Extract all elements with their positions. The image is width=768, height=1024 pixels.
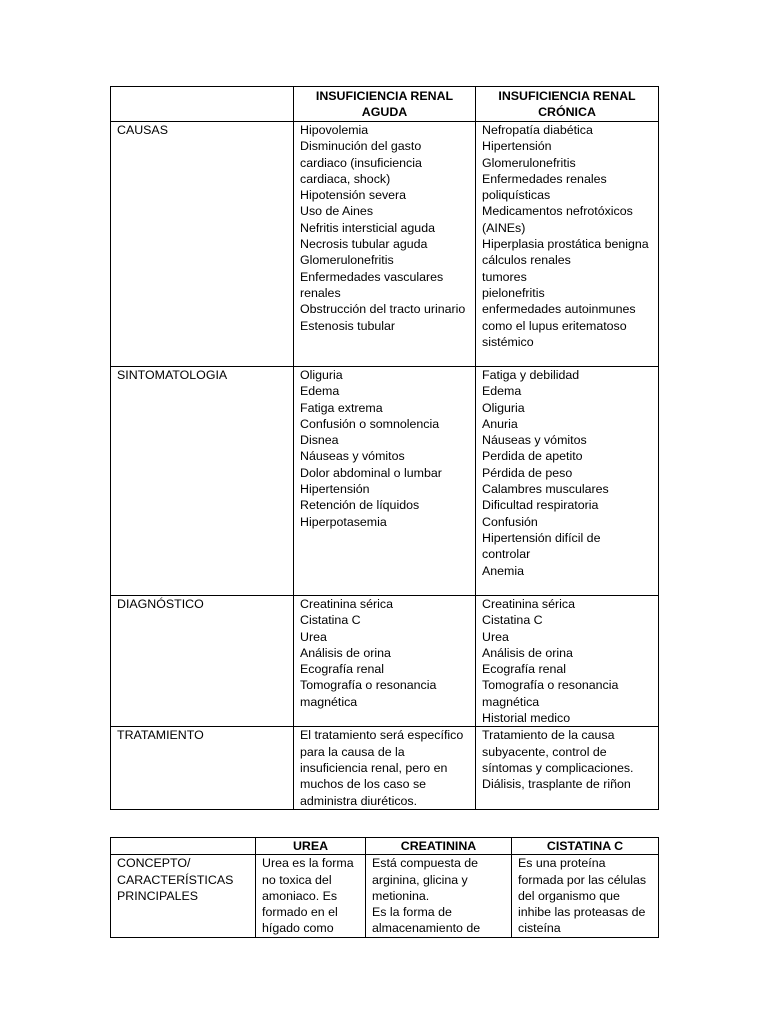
table-row-sintomatologia: [111, 367, 659, 596]
row-label-sintomatologia: SINTOMATOLOGIA: [111, 367, 294, 596]
list-item: Hipertensión difícil de controlar: [482, 530, 601, 562]
table-row-diagnostico: [111, 596, 659, 727]
header-cronica: INSUFICIENCIA RENAL CRÓNICA: [476, 87, 659, 122]
list-item: Tomografía o resonancia magnética: [482, 678, 619, 709]
diagnostico-aguda-cell: [294, 596, 476, 727]
diagnostico-cronica-cell: [476, 596, 659, 727]
list-item: Diálisis, trasplante de riñon: [482, 777, 631, 792]
list-item: Calambres musculares: [482, 482, 609, 497]
list-item: Hiperplasia prostática benigna: [482, 237, 649, 252]
table-row-causas: [111, 122, 659, 367]
list-item: Análisis de orina: [300, 645, 391, 660]
list-item: cálculos renales: [482, 253, 571, 268]
row-label-tratamiento: TRATAMIENTO: [111, 727, 294, 810]
list-item: Hipertensión: [482, 139, 552, 154]
row-label-concepto: CONCEPTO/ CARACTERÍSTICAS PRINCIPALES: [111, 855, 256, 938]
table-row-concepto: [111, 855, 659, 938]
list-item: Ecografía renal: [482, 662, 567, 677]
concepto-creatinina-cell: [366, 855, 512, 938]
concepto-urea-cell: Urea es la forma no toxica del amoniaco. Es formado en el hígado como: [256, 855, 366, 938]
list-item: Náuseas y vómitos: [482, 433, 587, 448]
list-item: Retención de líquidos: [300, 498, 420, 513]
list-item: Fatiga extrema: [300, 400, 383, 415]
list-item: Dificultad respiratoria: [482, 498, 599, 513]
list-item: Náuseas y vómitos: [300, 449, 405, 464]
list-item: Glomerulonefritis: [300, 253, 394, 268]
list-item: Oliguria: [300, 368, 343, 382]
row-label-causas: CAUSAS: [111, 122, 294, 367]
list-item: Edema: [300, 384, 340, 399]
list-item: Confusión: [482, 514, 538, 529]
list-item: Obstrucción del tracto urinario: [300, 302, 466, 317]
list-item: Cistatina C: [300, 613, 361, 628]
list-item: Nefropatía diabética: [482, 123, 593, 137]
list-item: Es la forma de almacenamiento de: [372, 905, 481, 936]
list-item: enfermedades autoinmunes como el lupus eritematoso sistémico: [482, 302, 636, 349]
list-item: Urea: [300, 629, 327, 644]
list-item: Creatinina sérica: [482, 597, 575, 611]
list-item: Nefritis intersticial aguda: [300, 220, 435, 235]
header-empty-cell: [111, 838, 256, 855]
list-item: Urea: [482, 629, 509, 644]
list-item: Dolor abdominal o lumbar: [300, 465, 442, 480]
list-item: Anuria: [482, 416, 518, 431]
list-item: Ecografía renal: [300, 662, 385, 677]
table-row-tratamiento: [111, 727, 659, 810]
list-item: El tratamiento será específico para la causa de la insuficiencia renal, pero en muchos de los caso se administra diuréticos.: [300, 728, 464, 808]
list-item: Tratamiento de la causa subyacente, control de síntomas y complicaciones.: [482, 728, 634, 775]
sintomatologia-cronica-cell: [476, 367, 659, 596]
header-urea: UREA: [256, 838, 366, 855]
list-item: Está compuesta de arginina, glicina y metionina.: [372, 856, 479, 903]
list-item: Análisis de orina: [482, 645, 573, 660]
header-creatinina: CREATININA: [366, 838, 512, 855]
list-item: Hipertensión: [300, 482, 370, 497]
list-item: Necrosis tubular aguda: [300, 237, 428, 252]
table-header-row: [111, 87, 659, 122]
list-item: Hiperpotasemia: [300, 514, 387, 529]
list-item: Hipotensión severa: [300, 188, 407, 203]
list-item: Uso de Aines: [300, 204, 374, 219]
list-item: Glomerulonefritis: [482, 155, 576, 170]
list-item: Enfermedades renales poliquísticas: [482, 171, 607, 203]
causas-aguda-cell: [294, 122, 476, 367]
list-item: Cistatina C: [482, 613, 543, 628]
list-item: Enfermedades vasculares renales: [300, 269, 444, 300]
list-item: pielonefritis: [482, 285, 545, 300]
list-item: Disnea: [300, 433, 339, 448]
row-label-diagnostico: DIAGNÓSTICO: [111, 596, 294, 727]
header-empty-cell: [111, 87, 294, 122]
header-aguda: INSUFICIENCIA RENAL AGUDA: [294, 87, 476, 122]
causas-cronica-cell: [476, 122, 659, 367]
list-item: Pérdida de peso: [482, 465, 573, 480]
list-item: Perdida de apetito: [482, 449, 583, 464]
list-item: Historial medico: [482, 711, 571, 726]
list-item: Anemia: [482, 563, 525, 578]
list-item: Edema: [482, 384, 522, 399]
tratamiento-aguda-cell: [294, 727, 476, 810]
list-item: Confusión o somnolencia: [300, 416, 440, 431]
list-item: tumores: [482, 269, 527, 284]
list-item: Tomografía o resonancia magnética: [300, 678, 437, 709]
list-item: Fatiga y debilidad: [482, 368, 580, 382]
list-item: Estenosis tubular: [300, 318, 396, 333]
sintomatologia-aguda-cell: [294, 367, 476, 596]
renal-failure-comparison-table: [110, 86, 659, 810]
list-item: Hipovolemia: [300, 123, 369, 137]
header-cistatina: CISTATINA C: [512, 838, 659, 855]
tratamiento-cronica-cell: [476, 727, 659, 810]
markers-comparison-table: [110, 837, 659, 938]
list-item: Medicamentos nefrotóxicos (AINEs): [482, 204, 633, 235]
list-item: Creatinina sérica: [300, 597, 393, 611]
concepto-cistatina-cell: Es una proteína formada por las células del organismo que inhibe las proteasas de cisteína: [512, 855, 659, 938]
list-item: Disminución del gasto cardiaco (insuficiencia cardiaca, shock): [300, 139, 422, 186]
list-item: Oliguria: [482, 400, 525, 415]
table-header-row: [111, 838, 659, 855]
